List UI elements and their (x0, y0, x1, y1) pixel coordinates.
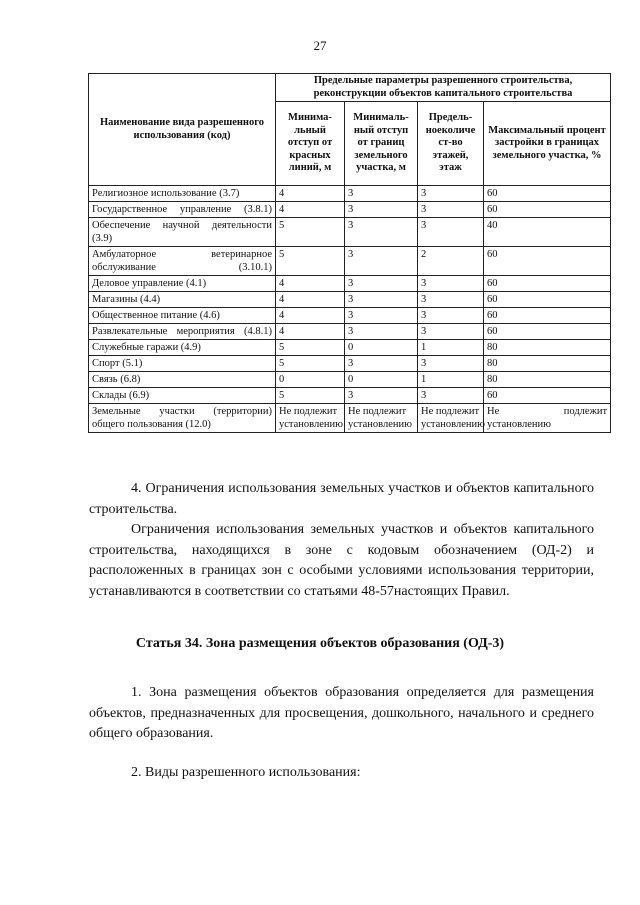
table-row (89, 356, 611, 372)
cell-value: 3 (345, 356, 418, 372)
cell-value: 0 (276, 372, 345, 388)
row-name: Склады (6.9) (89, 388, 276, 404)
row-name: Магазины (4.4) (89, 292, 276, 308)
parameters-group-header: Предельные параметры разрешенного строительства, реконструкции объектов капитального строительства (276, 74, 611, 102)
cell-value: 3 (418, 356, 484, 372)
page-number: 27 (313, 38, 327, 53)
cell-value: 3 (345, 276, 418, 292)
paragraph-permitted-uses: 2. Виды разрешенного использования: (131, 765, 361, 780)
cell-value: 3 (418, 276, 484, 292)
cell-value: 3 (345, 308, 418, 324)
cell-value: 80 (484, 340, 611, 356)
cell-value: 60 (484, 292, 611, 308)
col-header-red-lines: Минима-льный отступ от красных линий, м (276, 102, 345, 186)
table-row (89, 340, 611, 356)
cell-value: Не подлежит установлению (484, 404, 611, 433)
cell-value: 3 (345, 388, 418, 404)
table-row (89, 202, 611, 218)
cell-value: 3 (345, 218, 418, 247)
cell-value: 60 (484, 388, 611, 404)
cell-value: 4 (276, 308, 345, 324)
table-row (89, 276, 611, 292)
table-row (89, 308, 611, 324)
table-row (89, 388, 611, 404)
parameters-table (88, 73, 611, 433)
cell-value: 4 (276, 186, 345, 202)
cell-value: 1 (418, 340, 484, 356)
row-name: Земельные участки (территории) общего пользования (12.0) (89, 404, 276, 433)
table-row (89, 404, 611, 433)
col-header-coverage: Максимальный процент застройки в границах земельного участка, % (484, 102, 611, 186)
cell-value: 3 (418, 186, 484, 202)
row-name: Деловое управление (4.1) (89, 276, 276, 292)
cell-value: Не подлежит установлению (418, 404, 484, 433)
table-row (89, 247, 611, 276)
cell-value: 60 (484, 202, 611, 218)
cell-value: 3 (345, 186, 418, 202)
cell-value: 3 (418, 292, 484, 308)
cell-value: 5 (276, 218, 345, 247)
cell-value: 3 (418, 218, 484, 247)
cell-value: 60 (484, 308, 611, 324)
cell-value: Не подлежит установлению (345, 404, 418, 433)
cell-value: 3 (418, 202, 484, 218)
cell-value: 60 (484, 247, 611, 276)
row-name: Амбулаторное ветеринарное обслуживание (3.10.1) (89, 247, 276, 276)
cell-value: 3 (418, 388, 484, 404)
col-header-floors: Предель-ноеколиче ст-во этажей, этаж (418, 102, 484, 186)
cell-value: 60 (484, 186, 611, 202)
cell-value: 1 (418, 372, 484, 388)
cell-value: 5 (276, 340, 345, 356)
paragraph-restrictions-detail: Ограничения использования земельных участков и объектов капитального строительства, находящихся в зоне с кодовым обозначением (ОД-2) и расположенных в границах зон с особыми условиями использования территории, устанавливаются в соответствии со статьями 48-57настоящих Правил. (89, 522, 594, 599)
cell-value: 3 (418, 324, 484, 340)
paragraph-restrictions: 4. Ограничения использования земельных участков и объектов капитального строительства. (89, 481, 594, 517)
cell-value: 5 (276, 388, 345, 404)
article-heading: Статья 34. Зона размещения объектов образования (ОД-3) (135, 636, 505, 651)
cell-value: 3 (345, 247, 418, 276)
cell-value: 2 (418, 247, 484, 276)
cell-value: 5 (276, 247, 345, 276)
row-name: Общественное питание (4.6) (89, 308, 276, 324)
row-name: Связь (6.8) (89, 372, 276, 388)
cell-value: 60 (484, 324, 611, 340)
cell-value: 40 (484, 218, 611, 247)
cell-value: 3 (418, 308, 484, 324)
table-row (89, 372, 611, 388)
row-name: Служебные гаражи (4.9) (89, 340, 276, 356)
row-name: Развлекательные мероприятия (4.8.1) (89, 324, 276, 340)
cell-value: 0 (345, 340, 418, 356)
cell-value: 0 (345, 372, 418, 388)
cell-value: Не подлежит установлению (276, 404, 345, 433)
table-row (89, 324, 611, 340)
cell-value: 3 (345, 202, 418, 218)
cell-value: 4 (276, 202, 345, 218)
cell-value: 4 (276, 292, 345, 308)
cell-value: 4 (276, 324, 345, 340)
table-row (89, 186, 611, 202)
cell-value: 80 (484, 372, 611, 388)
row-name: Обеспечение научной деятельности (3.9) (89, 218, 276, 247)
col-header-plot-borders: Минималь-ный отступ от границ земельного участка, м (345, 102, 418, 186)
row-name: Религиозное использование (3.7) (89, 186, 276, 202)
row-name: Государственное управление (3.8.1) (89, 202, 276, 218)
table-row (89, 218, 611, 247)
cell-value: 5 (276, 356, 345, 372)
paragraph-zone-definition: 1. Зона размещения объектов образования определяется для размещения объектов, предназначенных для просвещения, дошкольного, начального и среднего общего образования. (89, 685, 594, 741)
cell-value: 3 (345, 324, 418, 340)
cell-value: 4 (276, 276, 345, 292)
name-column-header: Наименование вида разрешенного использования (код) (89, 74, 276, 186)
cell-value: 80 (484, 356, 611, 372)
table-row (89, 292, 611, 308)
table-header-row (89, 74, 611, 102)
row-name: Спорт (5.1) (89, 356, 276, 372)
cell-value: 60 (484, 276, 611, 292)
cell-value: 3 (345, 292, 418, 308)
